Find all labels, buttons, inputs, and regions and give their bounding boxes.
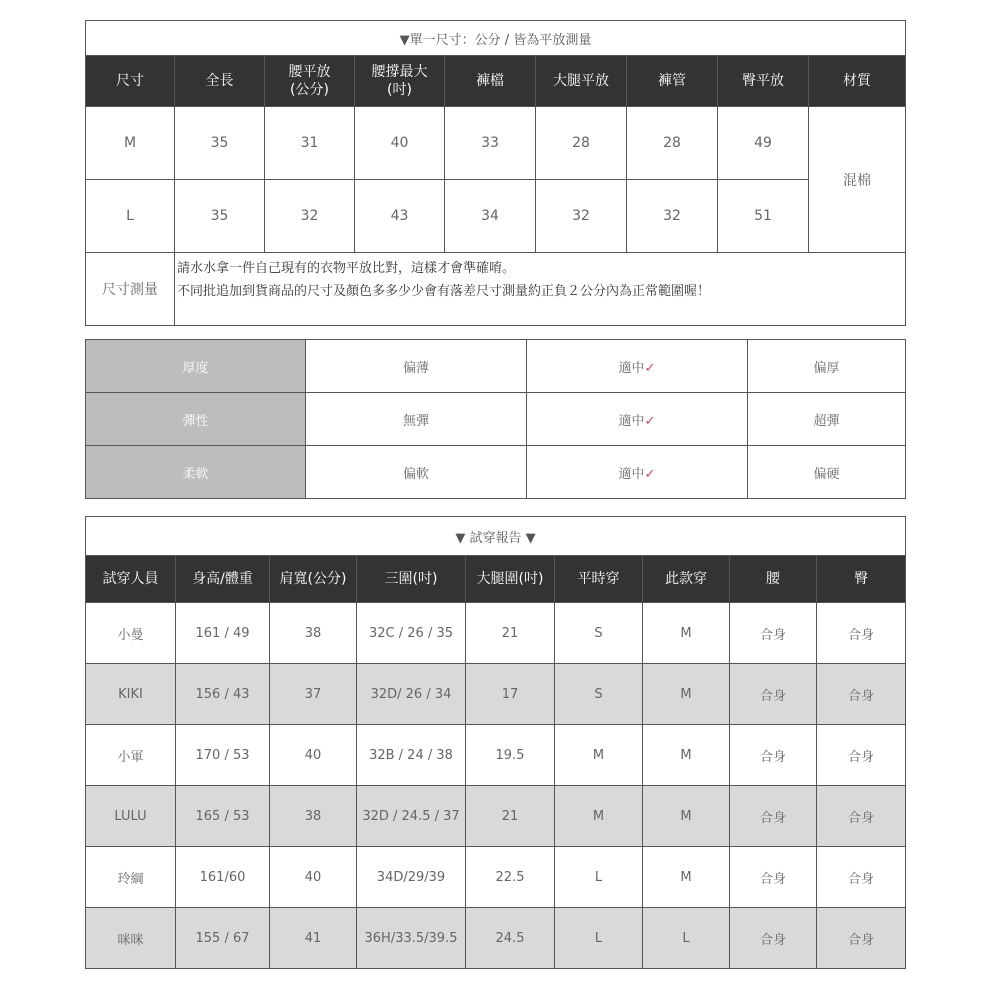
this-size: L	[643, 908, 730, 969]
shoulder-width: 40	[270, 847, 357, 908]
measurements: 32B / 24 / 38	[357, 725, 466, 786]
waist-value: 31	[265, 107, 355, 180]
waist-max-value: 40	[355, 107, 445, 180]
fabric-option: 無彈	[306, 393, 527, 446]
tester-name: 小曼	[86, 603, 176, 664]
header-height-weight: 身高/體重	[176, 556, 270, 603]
measurements: 32C / 26 / 35	[357, 603, 466, 664]
shoulder-width: 40	[270, 725, 357, 786]
thigh-circumference: 17	[466, 664, 555, 725]
length-value: 35	[175, 180, 265, 253]
waist-fit: 合身	[730, 847, 817, 908]
height-weight: 170 / 53	[176, 725, 270, 786]
fit-report-row	[86, 725, 906, 786]
tester-name: 玲綱	[86, 847, 176, 908]
tester-name: 咪咪	[86, 908, 176, 969]
check-icon: ✓	[644, 360, 656, 376]
usual-size: M	[555, 786, 643, 847]
rise-value: 33	[445, 107, 536, 180]
tester-name: KIKI	[86, 664, 176, 725]
height-weight: 156 / 43	[176, 664, 270, 725]
waist-value: 32	[265, 180, 355, 253]
header-waist-flat: 腰平放 (公分)	[265, 56, 355, 107]
usual-size: L	[555, 847, 643, 908]
measurement-note-line-2: 不同批追加到貨商品的尺寸及顏色多多少少會有落差尺寸測量約正負２公分內為正常範圍喔！	[177, 284, 711, 299]
waist-fit: 合身	[730, 786, 817, 847]
fabric-row-softness	[86, 446, 906, 499]
fabric-label: 柔軟	[86, 446, 306, 499]
header-waist: 腰	[730, 556, 817, 603]
fabric-label: 厚度	[86, 340, 306, 393]
measurements: 36H/33.5/39.5	[357, 908, 466, 969]
fit-report-row	[86, 847, 906, 908]
hip-value: 51	[718, 180, 809, 253]
size-label: L	[86, 180, 175, 253]
usual-size: M	[555, 725, 643, 786]
fabric-option: 偏厚	[748, 340, 906, 393]
length-value: 35	[175, 107, 265, 180]
height-weight: 155 / 67	[176, 908, 270, 969]
hip-fit: 合身	[817, 908, 906, 969]
hip-fit: 合身	[817, 847, 906, 908]
tester-name: 小軍	[86, 725, 176, 786]
height-weight: 165 / 53	[176, 786, 270, 847]
shoulder-width: 38	[270, 786, 357, 847]
height-weight: 161 / 49	[176, 603, 270, 664]
fabric-option: 偏軟	[306, 446, 527, 499]
header-hip: 臀	[817, 556, 906, 603]
header-waist-max: 腰撐最大 (吋)	[355, 56, 445, 107]
thigh-circumference: 21	[466, 786, 555, 847]
thigh-circumference: 22.5	[466, 847, 555, 908]
size-row-l	[86, 180, 906, 253]
check-icon: ✓	[644, 466, 656, 482]
fit-report-table	[85, 516, 906, 969]
this-size: M	[643, 664, 730, 725]
this-size: M	[643, 725, 730, 786]
waist-fit: 合身	[730, 725, 817, 786]
tester-name: LULU	[86, 786, 176, 847]
measurement-note-line-1: 請水水拿一件自己現有的衣物平放比對，這樣才會準確唷。	[177, 261, 516, 276]
waist-max-value: 43	[355, 180, 445, 253]
thigh-circumference: 19.5	[466, 725, 555, 786]
measurements: 34D/29/39	[357, 847, 466, 908]
hip-value: 49	[718, 107, 809, 180]
header-leg-opening: 褲管	[627, 56, 718, 107]
usual-size: S	[555, 664, 643, 725]
fit-report-rows	[86, 603, 906, 969]
fit-report-row	[86, 786, 906, 847]
measurement-note-label: 尺寸測量	[86, 253, 175, 326]
header-thigh: 大腿圍(吋)	[466, 556, 555, 603]
header-size: 尺寸	[86, 56, 175, 107]
rise-value: 34	[445, 180, 536, 253]
fabric-properties-table	[85, 339, 906, 499]
waist-fit: 合身	[730, 908, 817, 969]
fit-report-caption: ▼ 試穿報告 ▼	[86, 517, 906, 556]
hip-fit: 合身	[817, 603, 906, 664]
header-measurements: 三圍(吋)	[357, 556, 466, 603]
check-icon: ✓	[644, 413, 656, 429]
material-value: 混棉	[809, 107, 906, 253]
header-thigh: 大腿平放	[536, 56, 627, 107]
measurement-note-row	[86, 253, 906, 326]
fabric-label: 彈性	[86, 393, 306, 446]
hip-fit: 合身	[817, 664, 906, 725]
fabric-option-selected: 適中✓	[527, 393, 748, 446]
height-weight: 161/60	[176, 847, 270, 908]
header-shoulder: 肩寬(公分)	[270, 556, 357, 603]
fit-report-header-row	[86, 556, 906, 603]
header-rise: 褲檔	[445, 56, 536, 107]
leg-value: 28	[627, 107, 718, 180]
waist-fit: 合身	[730, 603, 817, 664]
this-size: M	[643, 786, 730, 847]
size-chart-table	[85, 20, 906, 326]
fabric-option-selected: 適中✓	[527, 446, 748, 499]
fabric-option: 偏硬	[748, 446, 906, 499]
fit-report-row	[86, 603, 906, 664]
header-usual-size: 平時穿	[555, 556, 643, 603]
this-size: M	[643, 603, 730, 664]
measurement-note-text	[175, 253, 906, 326]
thigh-circumference: 21	[466, 603, 555, 664]
this-size: M	[643, 847, 730, 908]
hip-fit: 合身	[817, 725, 906, 786]
shoulder-width: 37	[270, 664, 357, 725]
waist-fit: 合身	[730, 664, 817, 725]
thigh-value: 28	[536, 107, 627, 180]
size-row-m	[86, 107, 906, 180]
measurements: 32D / 24.5 / 37	[357, 786, 466, 847]
header-material: 材質	[809, 56, 906, 107]
fabric-option: 超彈	[748, 393, 906, 446]
fit-report-row	[86, 908, 906, 969]
usual-size: S	[555, 603, 643, 664]
size-chart-header-row	[86, 56, 906, 107]
header-tester: 試穿人員	[86, 556, 176, 603]
size-chart-caption: ▼單一尺寸：公分 / 皆為平放測量	[86, 21, 906, 56]
thigh-circumference: 24.5	[466, 908, 555, 969]
fabric-row-elasticity	[86, 393, 906, 446]
size-label: M	[86, 107, 175, 180]
usual-size: L	[555, 908, 643, 969]
measurements: 32D/ 26 / 34	[357, 664, 466, 725]
header-length: 全長	[175, 56, 265, 107]
hip-fit: 合身	[817, 786, 906, 847]
fit-report-row	[86, 664, 906, 725]
header-this-size: 此款穿	[643, 556, 730, 603]
leg-value: 32	[627, 180, 718, 253]
shoulder-width: 38	[270, 603, 357, 664]
fabric-option-selected: 適中✓	[527, 340, 748, 393]
header-hip: 臀平放	[718, 56, 809, 107]
fabric-row-thickness	[86, 340, 906, 393]
thigh-value: 32	[536, 180, 627, 253]
shoulder-width: 41	[270, 908, 357, 969]
fabric-option: 偏薄	[306, 340, 527, 393]
